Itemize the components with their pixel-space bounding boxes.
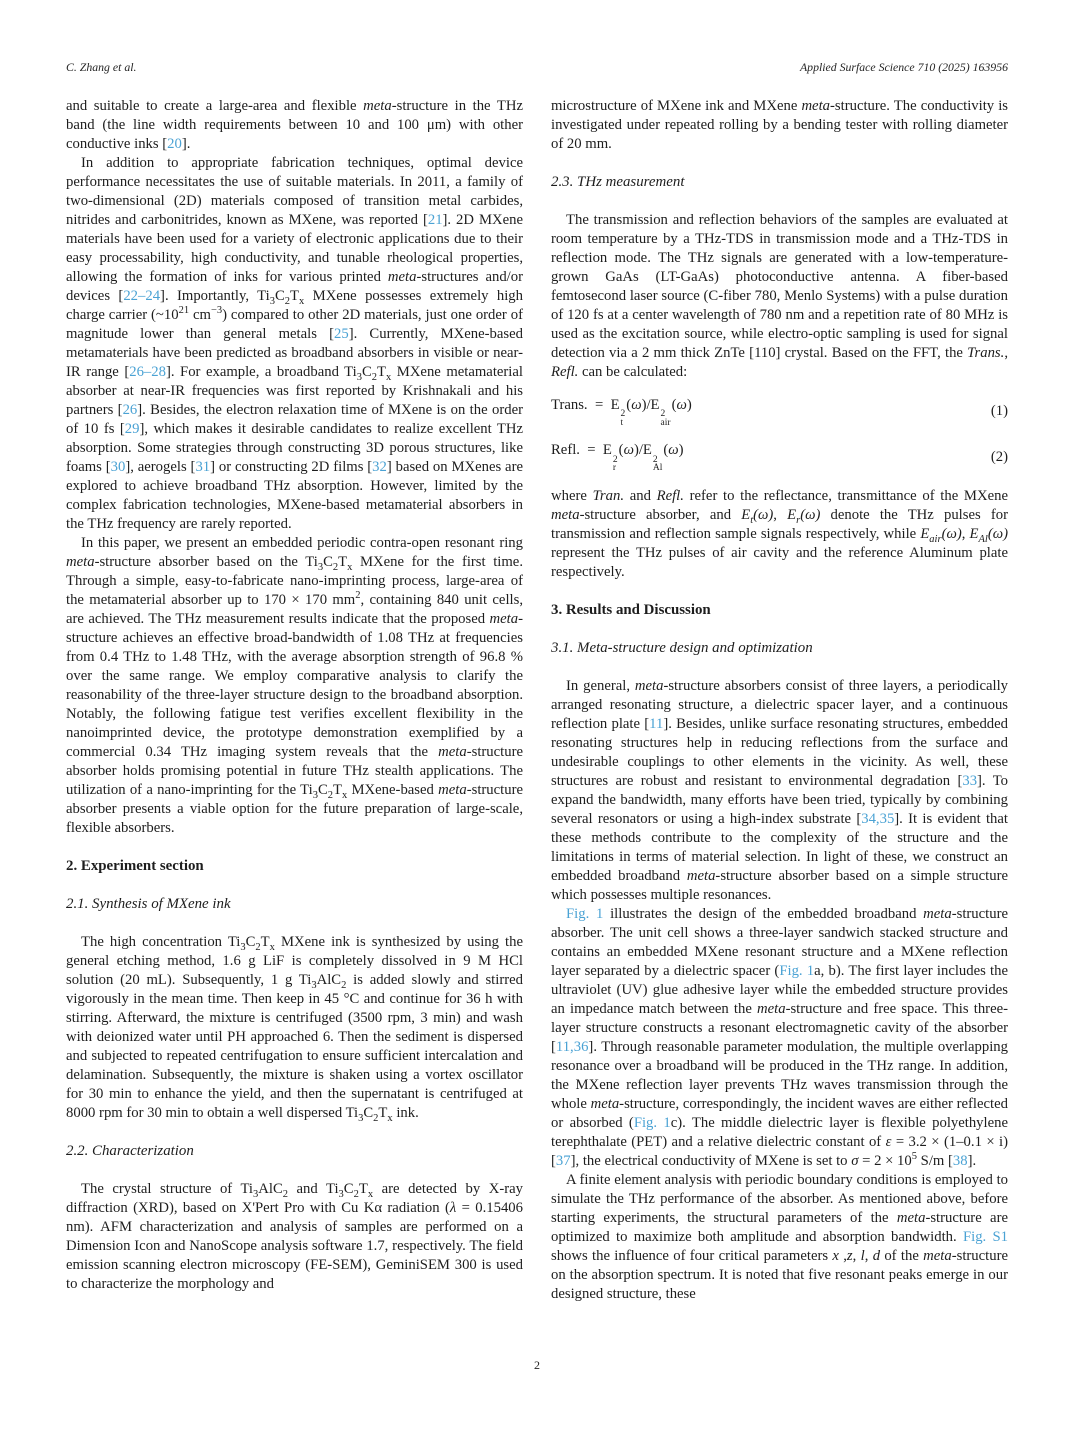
citation-link[interactable]: 31 <box>195 459 211 475</box>
right-column <box>551 97 1008 1304</box>
paragraph: The high concentration $Ti_3C_2T_x$ MXene ink is synthesized by using the general etching method, 1.6 g LiF is completely dissolved in 9 M HCl solution (20 mL). Subsequently, 1 g $Ti_3AlC_2$ is added slowly and stirred vigorously in the mean time. Then keep in 45 °C and continue for 36 h with stirring. Afterward, the mixture is centrifuged (3500 rpm, 3 min) and wash with deionized water until PH approached 6. Then the sediment is dispersed and subjected to repeated centrifugation to ensure sufficient intercalation and delamination. Subsequently, the mixture is shaken using a vortex oscillator for 30 min to enhance the yield, and then the supernatant is centrifuged at 8000 rpm for 30 min to obtain a well dispersed $Ti_3C_2T_x$ ink. <box>66 934 523 1124</box>
page-footer <box>0 1358 1074 1373</box>
citation-link[interactable]: 33 <box>962 772 978 789</box>
citation-link[interactable]: Fig. S1 <box>962 1228 1008 1245</box>
left-column <box>66 97 523 1304</box>
citation-link[interactable]: 32 <box>372 459 387 475</box>
citation-link[interactable]: Fig. 1 <box>566 905 604 922</box>
running-head-journal: Applied Surface Science 710 (2025) 163956 <box>799 60 1008 74</box>
paragraph: where Tran. and Refl. refer to the reflectance, transmittance of the MXene meta-structure absorber, and $E_t(\omega)$, $E_r(\omega)$ denote the THz pulses for transmission and reflection sample signals respectively, while $E_{air}(\omega)$, $E_{Al}(\omega)$ represent the THz pulses of air cavity and the reference Aluminum plate respectively. <box>551 487 1008 580</box>
equation <box>551 441 1008 472</box>
running-head-authors: C. Zhang et al. <box>66 60 137 74</box>
equation <box>551 396 1008 427</box>
paragraph: microstructure of MXene ink and MXene meta-structure. The conductivity is investigated under repeated rolling by a bending tester with rolling diameter of 20 mm. <box>551 98 1008 152</box>
citation-link[interactable]: 21 <box>427 212 443 228</box>
citation-link[interactable]: 29 <box>124 421 140 437</box>
subsection-heading: 3.1. Meta-structure design and optimization <box>551 639 813 656</box>
paragraph: Fig. 1 illustrates the design of the embedded broadband meta-structure absorber. The unit cell shows a three-layer sandwich stacked structure and contains an embedded MXene resonant structure and a MXene reflection layer separated by a dielectric spacer (Fig. 1a, b). The first layer includes the ultraviolet (UV) glue adhesive layer while the embedded structure provides an impedance match between the meta-structure and free space. This three-layer structure constructs a resonant electromagnetic cavity of the absorber [11,36]. Through reasonable parameter modulation, the multiple overlapping resonance over a broadband will be produced in the THz range. In addition, the MXene reflection layer prevents THz waves transmission through the whole meta-structure, correspondingly, the incident waves are either reflected or absorbed (Fig. 1c). The middle dielectric layer is flexible polyethylene terephthalate (PET) and a relative dielectric constant of ε = 3.2 × (1–0.1 × i) [37], the electrical conductivity of MXene is set to $\sigma = 2 \times 10^5$ S/m [38]. <box>551 905 1009 1169</box>
citation-link[interactable]: 37 <box>555 1152 571 1169</box>
section-heading: 3. Results and Discussion <box>551 601 711 618</box>
citation-link[interactable]: 38 <box>952 1152 968 1169</box>
equation-number: (1) <box>990 403 1008 420</box>
citation-link[interactable]: 25 <box>334 326 349 342</box>
equation-body: Trans. = E 2 t (ω)/E 2 air (ω) <box>551 397 692 428</box>
paragraph: In general, meta-structure absorbers consist of three layers, a periodically arranged resonating structure, a dielectric spacer layer, and a continuous reflection plate [11]. Besides, unlike surface resonating structures, embedded resonating structures help in reducing reflections from the surface and undesirable couplings to other elements in the vicinity. As well, these structures are robust and resistant to environmental degradation [33]. To expand the bandwidth, many efforts have been tried, typically by combining several resonators or using a high-index substrate [34,35]. It is evident that these methods contribute to the complexity of the structure and the limitations in terms of material selection. In light of these, we construct an embedded broadband meta-structure absorber based on a simple structure which possesses multiple resonances. <box>551 677 1008 903</box>
citation-link[interactable]: 11 <box>649 715 664 732</box>
paragraph: and suitable to create a large-area and flexible meta-structure in the THz band (the line width requirements between 10 and 100 μm) with other conductive inks [20]. <box>66 98 524 152</box>
page-number: 2 <box>534 1358 540 1372</box>
citation-link[interactable]: 34,35 <box>861 810 895 827</box>
running-head <box>66 61 1008 74</box>
citation-link[interactable]: Fig. 1 <box>779 962 815 979</box>
citation-link[interactable]: 22–24 <box>123 288 161 304</box>
paragraph: In this paper, we present an embedded periodic contra-open resonant ring meta-structure absorber based on the $Ti_3C_2T_x$ MXene for the first time. Through a simple, easy-to-fabricate nano-imprinting process, large-area of the metamaterial absorber up to 170 × 170 $mm^2$, containing 840 unit cells, are achieved. The THz measurement results indicate that the proposed meta-structure achieves an effective broad-bandwidth of 1.08 THz at frequencies from 0.4 THz to 1.48 THz, with the average absorption strength of 96.8 % over the same range. We employ comparative analysis to clarify the reasonability of the three-layer structure design to the broadband absorption. Notably, the following fatigue test verifies excellent flexibility in the nanoimprinted device, the prototype demonstration exemplified by a commercial 0.34 THz imaging system reveals that the meta-structure absorber holds promising potential in future THz stealth applications. The utilization of a nano-imprinting for the $Ti_3C_2T_x$ MXene-based meta-structure absorber presents a viable option for the future preparation of large-scale, flexible absorbers. <box>66 535 523 836</box>
article-body <box>66 97 1008 1304</box>
equation-body: Refl. = E 2 r (ω)/E 2 Al (ω) <box>551 442 684 474</box>
citation-link[interactable]: 26 <box>122 402 138 418</box>
citation-link[interactable]: 26–28 <box>129 364 166 380</box>
citation-link[interactable]: 11,36 <box>555 1038 589 1055</box>
subsection-heading: 2.1. Synthesis of MXene ink <box>66 896 231 912</box>
citation-link[interactable]: 20 <box>167 136 182 152</box>
citation-link[interactable]: 30 <box>110 459 126 475</box>
equation-number: (2) <box>990 448 1008 465</box>
subsection-heading: 2.3. THz measurement <box>551 174 685 190</box>
paragraph: In addition to appropriate fabrication techniques, optimal device performance necessitates the use of suitable materials. In 2011, a family of two-dimensional (2D) materials composed of transition metal carbides, nitrides and carbonitrides, known as MXene, was reported [21]. 2D MXene materials have been used for a variety of electronic applications due to their easy processability, high conductivity, and tunable rheological properties, allowing the formation of inks for various printed meta-structures and/or devices [22–24]. Importantly, $Ti_3C_2T_x$ MXene possesses extremely high charge carrier ($\sim 10^{21}$ $cm^{-3}$) compared to other 2D materials, just one order of magnitude lower than general metals [25]. Currently, MXene-based metamaterials have been predicted as broadband absorbers in visible or near-IR range [26–28]. For example, a broadband $Ti_3C_2T_x$ MXene metamaterial absorber at near-IR frequencies was first reported by Krishnakali and his partners [26]. Besides, the electron relaxation time of MXene is on the order of 10 fs [29], which makes it desirable candidates to realize excellent THz absorption. Some strategies through constructing 3D porous structures, like foams [30], aerogels [31] or constructing 2D films [32] based on MXenes are explored to achieve broadband THz absorption. However, limited by the complex fabrication technologies, MXene-based metamaterial absorbers in the THz frequency are rarely reported. <box>66 155 524 532</box>
paragraph: A finite element analysis with periodic boundary conditions is employed to simulate the THz performance of the absorber. As mentioned above, before starting experiments, the structural parameters of the meta-structure are optimized to maximize both amplitude and absorption bandwidth. Fig. S1 shows the influence of four critical parameters x ,z, l, d of the meta-structure on the absorption spectrum. It is noted that five resonant peaks emerge in our designed structure, these <box>551 1171 1008 1302</box>
paragraph: The crystal structure of $Ti_3AlC_2$ and $Ti_3C_2T_x$ are detected by X-ray diffraction (XRD), based on X'Pert Pro with Cu Kα radiation (λ = 0.15406 nm). AFM characterization and analysis of samples are performed on a Dimension Icon and NanoScope analysis software 1.7, respectively. The field emission scanning electron microscopy (FE-SEM), GeminiSEM 300 is used to characterize the morphology and <box>66 1181 524 1292</box>
subsection-heading: 2.2. Characterization <box>66 1143 194 1159</box>
section-heading: 2. Experiment section <box>66 858 204 874</box>
paragraph: The transmission and reflection behaviors of the samples are evaluated at room temperature by a THz-TDS in transmission mode and a THz-TDS in reflection mode. The THz signals are generated with a low-temperature-grown GaAs (LT-GaAs) photoconductive antenna. A fiber-based femtosecond laser source (C-fiber 780, Menlo Systems) with a pulse duration of 120 fs at a center wavelength of 780 nm and a repetition rate of 80 MHz is used as the excitation source, while electro-optic sampling is used for signal detection via a 2 mm thick ZnTe [110] crystal. Based on the FFT, the Trans., Refl. can be calculated: <box>551 212 1008 380</box>
citation-link[interactable]: Fig. 1 <box>633 1114 671 1131</box>
